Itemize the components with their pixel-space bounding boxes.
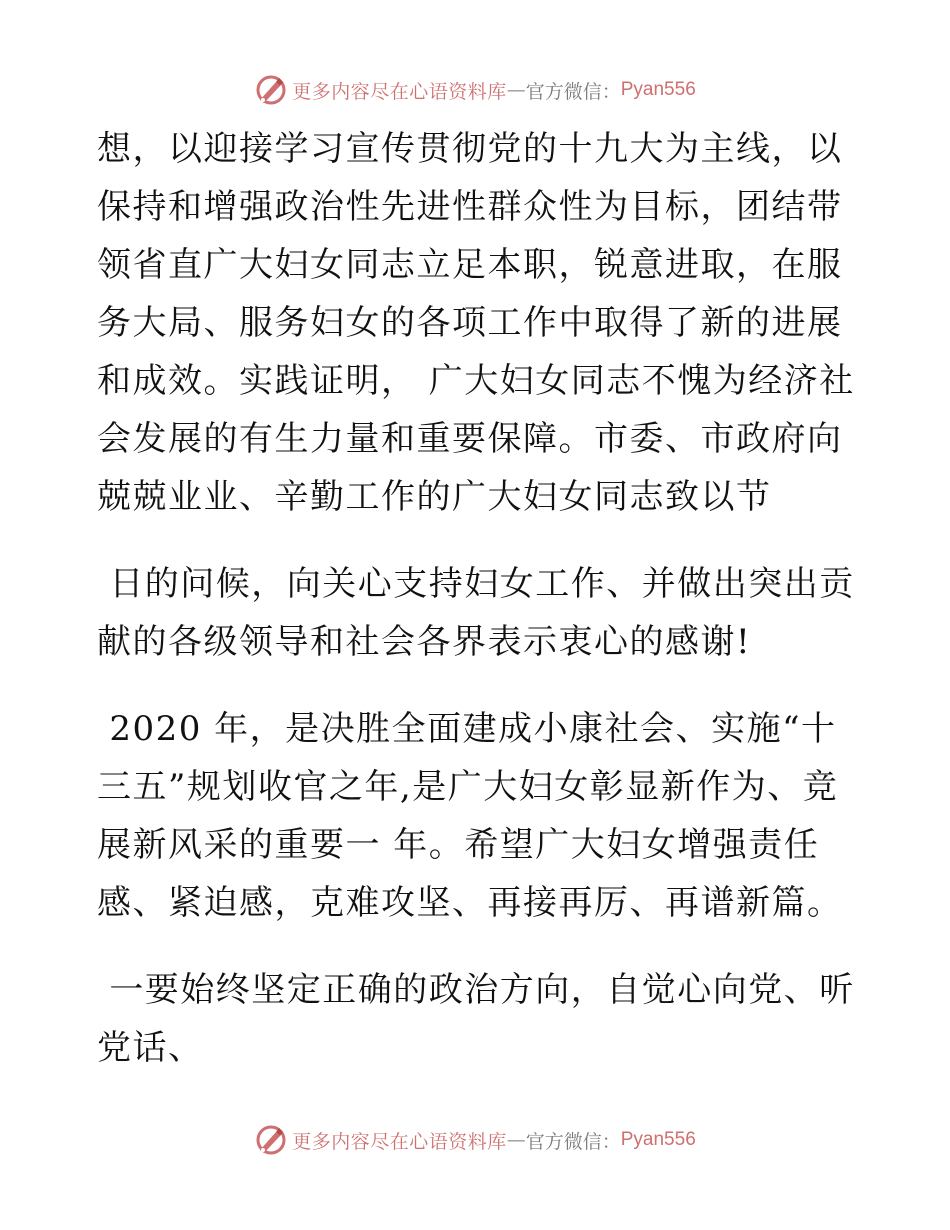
banner-wechat-label: 官方微信： xyxy=(525,80,621,103)
pen-logo-icon xyxy=(254,1123,288,1157)
banner-text: 更多内容尽在心语资料库 xyxy=(292,80,507,103)
banner-separator: — xyxy=(506,1129,526,1151)
paragraph-4: 一要始终坚定正确的政治方向，自觉心向党、听党话、 xyxy=(97,970,855,1068)
paragraph-3: 2020 年，是决胜全面建成小康社会、实施“十三五”规划收官之年,是广大妇女彰显新作为、竞展新风采的重要一 年。希望广大妇女增强责任感、紧迫感，克难攻坚、再接再厉、再谱新篇。 xyxy=(97,709,843,923)
banner-wechat-id: Pyan556 xyxy=(620,1129,696,1150)
banner-wechat-id: Pyan556 xyxy=(620,79,696,100)
paragraph-1: 想，以迎接学习宣传贯彻党的十九大为主线，以保持和增强政治性先进性群众性为目标，团结带领省直广大妇女同志立足本职，锐意进取，在服务大局、服务妇女的各项工作中取得了新的进展和成效。实践证明， 广大妇女同志不愧为经济社会发展的有生力量和重要保障。市委、市政府向兢兢业业、辛勤工作的广大妇女同志致以节 xyxy=(97,129,855,517)
document-body xyxy=(97,120,857,1077)
banner-text: 更多内容尽在心语资料库 xyxy=(292,1130,507,1153)
header-banner xyxy=(0,70,950,110)
paragraph-2: 日的问候，向关心支持妇女工作、并做出突出贡献的各级领导和社会各界表示衷心的感谢! xyxy=(97,564,855,662)
footer-banner xyxy=(0,1120,950,1160)
banner-separator: — xyxy=(506,79,526,101)
banner-wechat-label: 官方微信： xyxy=(525,1130,621,1153)
pen-logo-icon xyxy=(254,73,288,107)
